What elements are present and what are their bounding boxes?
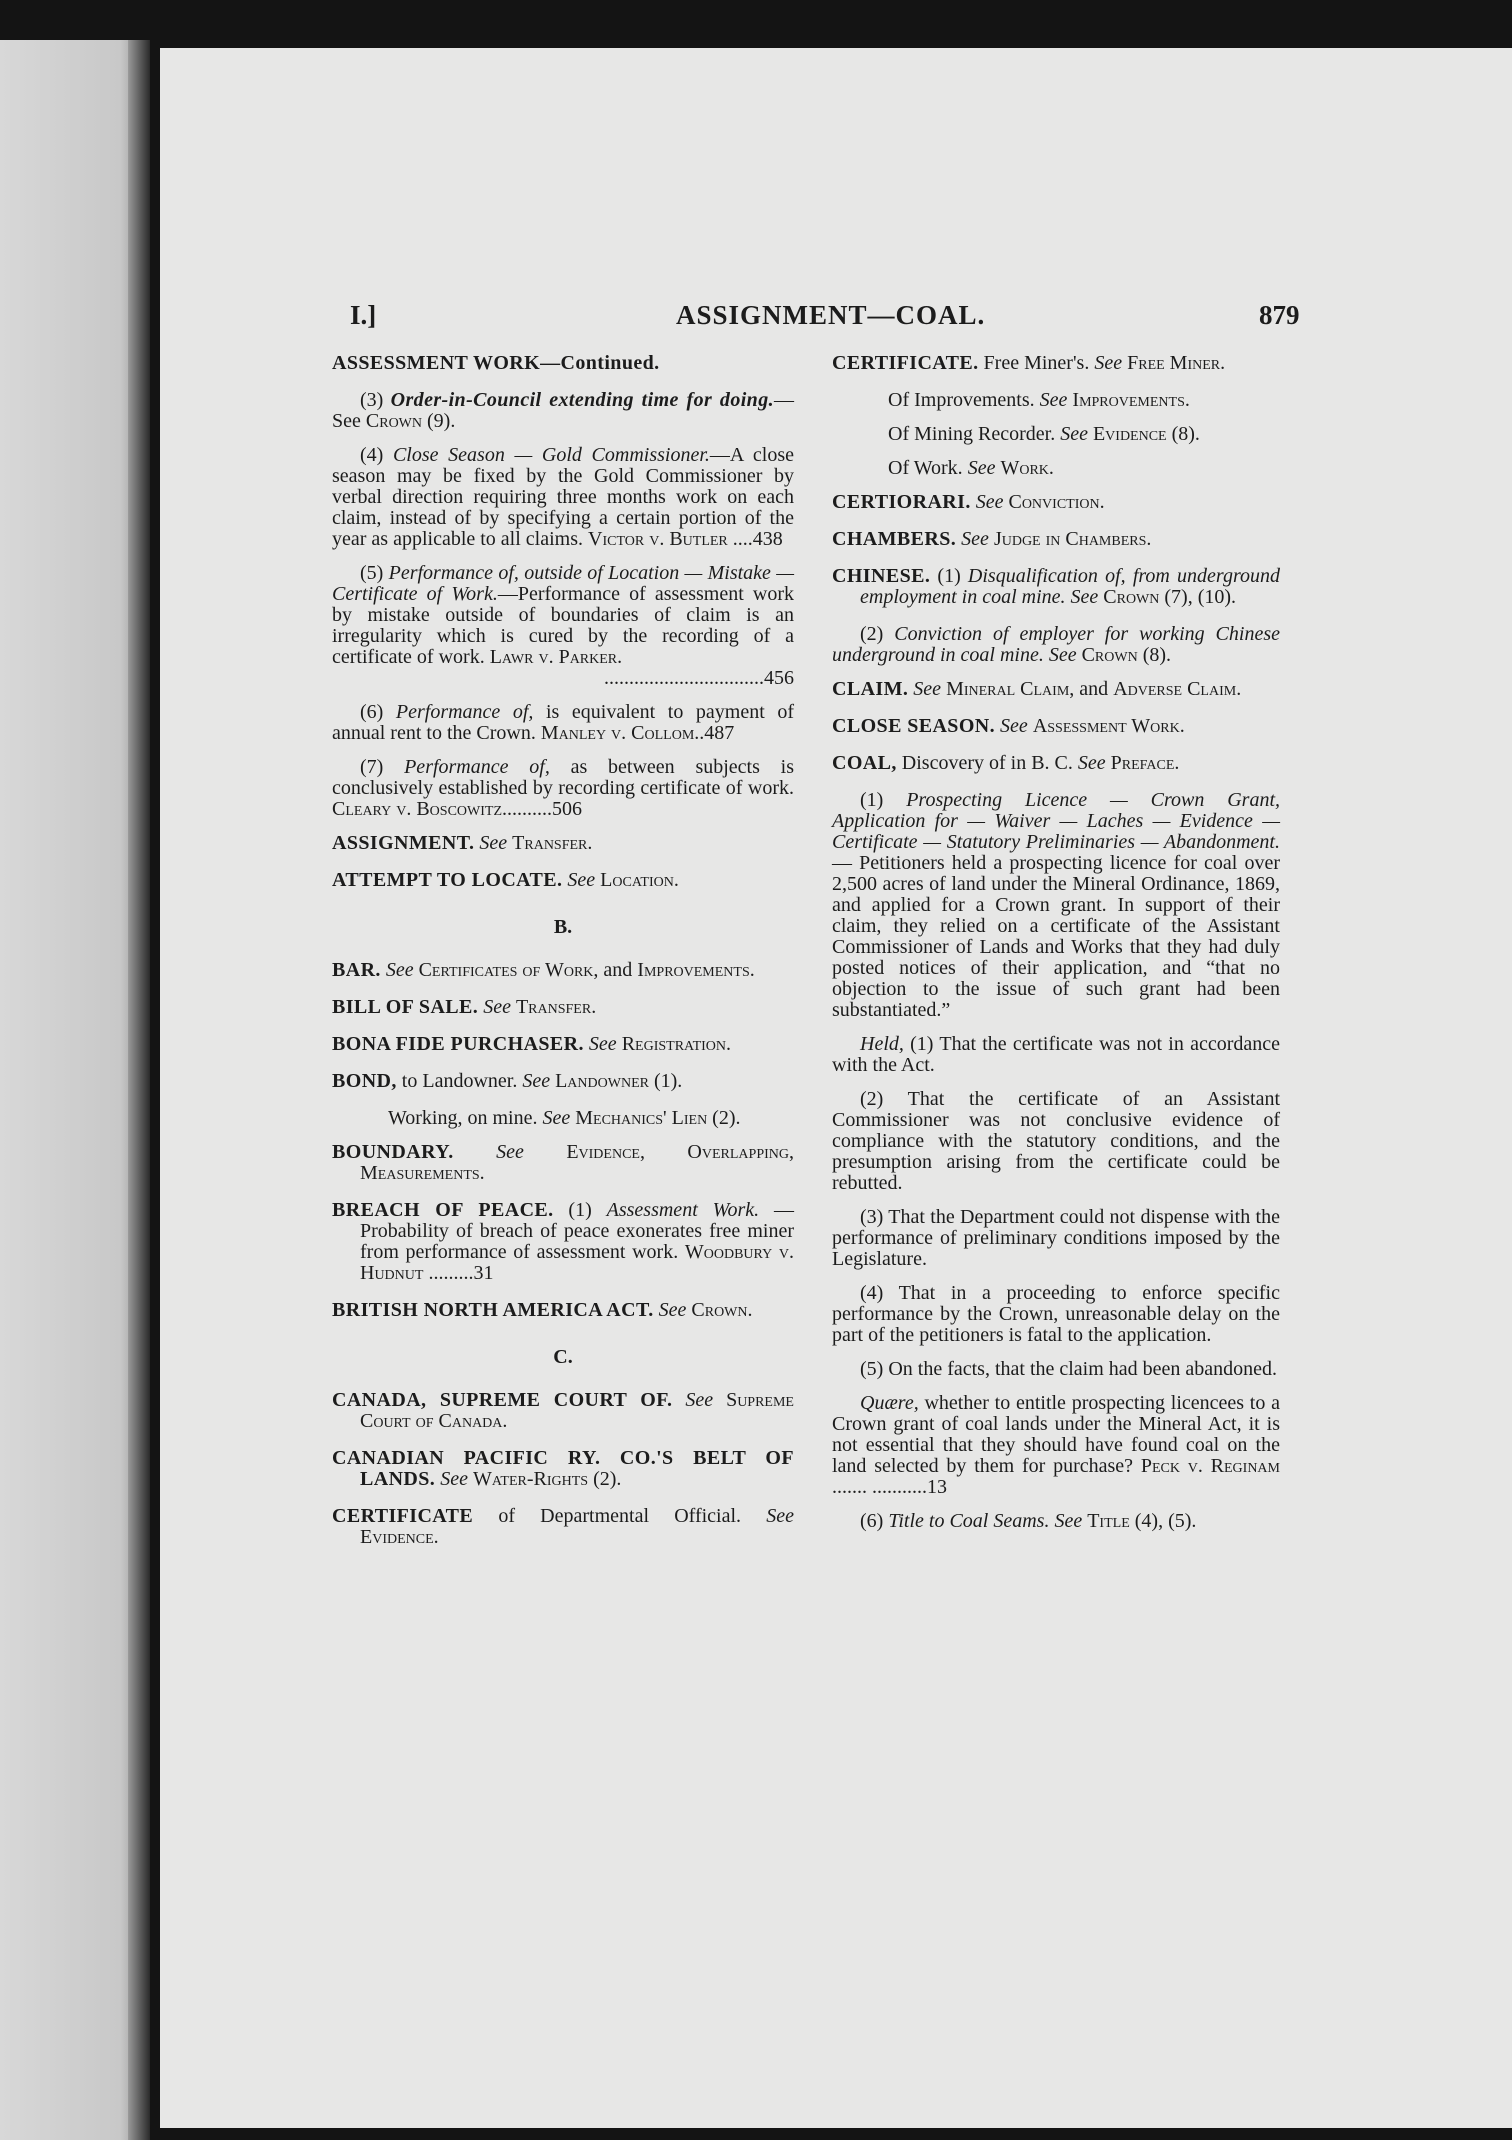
cross-reference: Transfer. xyxy=(512,832,593,854)
subentry-number: (6) xyxy=(360,701,396,723)
page-reference: ....... ...........13 xyxy=(832,1476,947,1498)
conjunction: and xyxy=(1074,678,1114,700)
facing-page-edge xyxy=(0,40,150,2140)
section-letter-b: B. xyxy=(553,916,573,938)
index-entry-bar xyxy=(332,960,794,981)
cross-reference: Location. xyxy=(600,869,679,891)
page-reference: ................................456 xyxy=(604,667,794,689)
subentry-number: (2) xyxy=(860,623,895,645)
index-entry-boundary xyxy=(332,1142,794,1184)
page-reference: .........31 xyxy=(423,1262,494,1284)
see-label: See xyxy=(435,1468,473,1490)
index-entry-close-season xyxy=(832,716,1280,737)
subentry-text: — Petitioners held a prospecting licence for coal over 2,500 acres of land under the Mineral Ordinance, 1869, and applied for a Crown grant. In support of their claim, they relied on a certificate of the Assistant Commissioner of Lands and Works that they had duly posted notices of their application, and “that no objection to the issue of such grant had been substantiated.” xyxy=(832,852,1280,1021)
see-label: See xyxy=(908,678,947,700)
see-label: See xyxy=(1077,752,1111,774)
section-letter-c: C. xyxy=(553,1346,573,1368)
quaere-note xyxy=(832,1393,1280,1498)
holding-text: (1) That the certificate was not in accordance with the Act. xyxy=(832,1033,1280,1076)
case-name: Manley v. Collom xyxy=(540,722,695,744)
page-reference: ..487 xyxy=(694,722,735,744)
index-entry-canada-supreme-court xyxy=(332,1390,794,1432)
cross-reference: Crown (7), (10). xyxy=(1103,586,1237,608)
case-name: Victor v. Butler xyxy=(588,528,728,550)
subentry-coal-6 xyxy=(832,1511,1280,1532)
subentry-bond-working xyxy=(332,1108,794,1129)
entry-heading: CLAIM. xyxy=(832,678,909,700)
entry-heading: CANADA, SUPREME COURT OF. xyxy=(332,1389,673,1411)
running-head-volume: I.] xyxy=(350,300,377,330)
index-column-left xyxy=(332,353,794,1564)
subentry-title: Performance of, outside of Location — Mistake — Certificate of Work. xyxy=(332,562,794,605)
see-label: See xyxy=(1094,352,1128,374)
see-label: See xyxy=(562,869,601,891)
subentry-6 xyxy=(332,702,794,744)
see-label: See xyxy=(967,457,1001,479)
index-column-right xyxy=(832,353,1280,1545)
subentry-certificate-improvements xyxy=(832,390,1280,411)
cross-reference: Mechanics' Lien (2). xyxy=(575,1107,741,1129)
see-label: See xyxy=(1049,1510,1088,1532)
quaere-text: whether to entitle prospecting licencees to a Crown grant of coal lands under the Mineral Act, it is not essential that they should have found coal on the land selected by them for purchase? xyxy=(832,1392,1280,1477)
index-entry-bill-of-sale xyxy=(332,997,794,1018)
quaere-label: Quære, xyxy=(860,1392,919,1414)
subentry-number: (1) xyxy=(553,1199,607,1221)
entry-heading: CHINESE. xyxy=(832,565,931,587)
see-label: See xyxy=(1043,644,1082,666)
index-entry-assignment xyxy=(332,833,794,854)
holding-4: (4) That in a proceeding to enforce specific performance by the Crown, unreasonable delay on the part of the petitioners is fatal to the application. xyxy=(832,1282,1280,1346)
cross-reference: Registration. xyxy=(621,1033,732,1055)
subentry-text: is equivalent to payment of annual rent to the Crown. xyxy=(332,701,794,744)
cross-reference: Evidence. xyxy=(360,1526,439,1548)
see-label: See xyxy=(766,1505,794,1527)
subentry-number: (5) xyxy=(360,562,389,584)
running-head-title: ASSIGNMENT—COAL. xyxy=(676,300,986,330)
subentry-title: Disqualification of, from underground employment in coal mine. xyxy=(860,565,1280,608)
cross-reference: Work. xyxy=(1000,457,1054,479)
page-number: 879 xyxy=(1259,300,1300,330)
index-entry-coal xyxy=(832,753,1280,774)
index-entry-attempt-to-locate xyxy=(332,870,794,891)
entry-text: — Probability of breach of peace exonerates free miner from performance of assessment work. xyxy=(360,1199,795,1263)
entry-heading: ASSIGNMENT. xyxy=(332,832,475,854)
holding-5: (5) On the facts, that the claim had been abandoned. xyxy=(860,1358,1278,1380)
holding-1 xyxy=(832,1034,1280,1076)
see-label: See xyxy=(653,1299,692,1321)
see-label: See xyxy=(453,1141,567,1163)
see-label: See xyxy=(583,1033,622,1055)
subentry-certificate-work xyxy=(832,458,1280,479)
case-name: Peck v. Reginam xyxy=(1140,1455,1280,1477)
cross-reference: Preface. xyxy=(1110,752,1180,774)
conjunction: and xyxy=(598,959,638,981)
entry-heading: BRITISH NORTH AMERICA ACT. xyxy=(332,1299,654,1321)
subentry-title: Conviction of employer for working Chinese underground in coal mine. xyxy=(832,623,1280,666)
entry-text: to Landowner. xyxy=(396,1070,523,1092)
case-name: Woodbury v. Hudnut xyxy=(360,1241,794,1284)
index-entry-certificate xyxy=(832,353,1280,374)
see-label: See xyxy=(478,996,516,1018)
see-label: See xyxy=(1060,423,1093,445)
cross-reference: Judge in Chambers. xyxy=(993,528,1152,550)
cross-reference: Certificates of Work, xyxy=(418,959,599,981)
cross-reference: Mineral Claim, xyxy=(946,678,1075,700)
subentry-number: (1) xyxy=(860,789,907,811)
case-name: Cleary v. Boscowitz xyxy=(332,798,503,820)
cross-reference: Landowner (1). xyxy=(555,1070,683,1092)
entry-heading: BOND, xyxy=(332,1070,397,1092)
cross-reference: Conviction. xyxy=(1008,491,1105,513)
subentry-text: Of Improvements. xyxy=(888,389,1040,411)
page-reference: ..........506 xyxy=(502,798,583,820)
subentry-certificate-mining-recorder xyxy=(832,424,1280,445)
cross-reference: Water-Rights (2). xyxy=(472,1468,622,1490)
entry-heading: ATTEMPT TO LOCATE. xyxy=(332,869,563,891)
cross-reference: Evidence (8). xyxy=(1092,423,1200,445)
cross-reference: Title (4), (5). xyxy=(1087,1510,1197,1532)
subentry-coal-1 xyxy=(832,790,1280,1021)
entry-text: Free Miner's. xyxy=(978,352,1095,374)
entry-heading: CLOSE SEASON. xyxy=(832,715,996,737)
subentry-title: Assessment Work. xyxy=(606,1199,760,1221)
holding-3: (3) That the Department could not dispense with the performance of preliminary conditions imposed by the Legislature. xyxy=(832,1206,1280,1270)
cross-reference: Crown (8). xyxy=(1081,644,1172,666)
see-label: See xyxy=(542,1107,576,1129)
entry-heading: COAL, xyxy=(832,752,897,774)
subentry-number: (6) xyxy=(860,1510,889,1532)
see-label: See xyxy=(672,1389,727,1411)
see-label: —See xyxy=(332,389,795,432)
index-entry-chinese xyxy=(832,566,1280,608)
subentry-number: (1) xyxy=(930,565,968,587)
held-label: Held, xyxy=(860,1033,904,1055)
subentry-text: —Performance of assessment work by mistake outside of boundaries of claim is an irregularity which is cured by the recording of a certificate of work. xyxy=(332,583,795,668)
subentry-title: Performance of, xyxy=(395,701,534,723)
subentry-text: Of Work. xyxy=(888,457,968,479)
cross-reference: Assessment Work. xyxy=(1032,715,1185,737)
see-label: See xyxy=(970,491,1009,513)
cross-reference: Improvements. xyxy=(637,959,755,981)
entry-heading: BONA FIDE PURCHASER. xyxy=(332,1033,584,1055)
cross-reference: Supreme Court of Canada. xyxy=(360,1389,794,1432)
cross-reference: Crown (9). xyxy=(365,410,456,432)
subentry-title: Performance of, xyxy=(404,756,550,778)
subentry-text: as between subjects is conclusively established by recording certificate of work. xyxy=(332,756,794,799)
see-label: See xyxy=(956,528,994,550)
index-entry-certificate-official xyxy=(332,1506,794,1548)
subentry-title: Title to Coal Seams. xyxy=(888,1510,1050,1532)
entry-heading: CERTIFICATE xyxy=(332,1505,474,1527)
entry-heading: CHAMBERS. xyxy=(832,528,957,550)
index-entry-claim xyxy=(832,679,1280,700)
index-entry-breach-of-peace xyxy=(332,1200,794,1284)
subentry-title: Prospecting Licence — Crown Grant, Application for — Waiver — Laches — Evidence — Certificate — Statutory Preliminaries — Abandonment. xyxy=(832,789,1280,853)
entry-heading: BILL OF SALE. xyxy=(332,996,479,1018)
cross-reference: Crown. xyxy=(691,1299,753,1321)
entry-heading: BREACH OF PEACE. xyxy=(332,1199,554,1221)
subentry-3 xyxy=(332,390,794,432)
index-entry-chambers xyxy=(832,529,1280,550)
entry-heading: BAR. xyxy=(332,959,381,981)
subentry-number: (3) xyxy=(360,389,391,411)
subentry-7 xyxy=(332,757,794,820)
see-label: See xyxy=(522,1070,556,1092)
index-entry-canadian-pacific-ry xyxy=(332,1448,794,1490)
entry-heading: CERTIORARI. xyxy=(832,491,971,513)
entry-text: of Departmental Official. xyxy=(473,1505,767,1527)
cross-reference: Evidence, Overlapping, Measurements. xyxy=(360,1141,794,1184)
index-entry-bond xyxy=(332,1071,794,1092)
entry-heading: BOUNDARY. xyxy=(332,1141,454,1163)
subentry-text: Working, on mine. xyxy=(388,1107,543,1129)
see-label: See xyxy=(1065,586,1104,608)
entry-heading: CERTIFICATE. xyxy=(832,352,979,374)
page-reference: ....438 xyxy=(727,528,783,550)
index-entry-certiorari xyxy=(832,492,1280,513)
index-entry-bona-fide-purchaser xyxy=(332,1034,794,1055)
subentry-title: Close Season — Gold Commissioner. xyxy=(392,444,710,466)
cross-reference: Adverse Claim. xyxy=(1113,678,1242,700)
see-label: See xyxy=(1039,389,1073,411)
case-name: Lawr v. Parker. xyxy=(489,646,623,668)
cross-reference: Improvements. xyxy=(1072,389,1190,411)
subentry-text: —A close season may be fixed by the Gold Commissioner by verbal direction requiring three months work on each claim, instead of by specifying a certain portion of the year as applicable to all claims. xyxy=(332,444,794,550)
holding-2: (2) That the certificate of an Assistant Commissioner was not conclusive evidence of compliance with the statutory conditions, and the presumption arising from the certificate could be rebutted. xyxy=(832,1088,1280,1194)
cross-reference: Transfer. xyxy=(515,996,597,1018)
see-label: See xyxy=(995,715,1033,737)
subentry-chinese-2 xyxy=(832,624,1280,666)
see-label: See xyxy=(474,832,513,854)
cross-reference: Free Miner. xyxy=(1127,352,1226,374)
subentry-5 xyxy=(332,563,794,689)
index-entry-british-north-america-act xyxy=(332,1300,794,1321)
subentry-title: Order-in-Council extending time for doing. xyxy=(390,389,775,411)
entry-heading: CANADIAN PACIFIC RY. CO.'S BELT OF LANDS. xyxy=(332,1447,794,1490)
subentry-number: (4) xyxy=(360,444,393,466)
index-entry-assessment-work xyxy=(332,353,794,374)
subentry-4 xyxy=(332,445,794,550)
entry-text: Discovery of in B. C. xyxy=(896,752,1078,774)
entry-heading: ASSESSMENT WORK—Continued. xyxy=(332,352,660,374)
subentry-text: Of Mining Recorder. xyxy=(888,423,1061,445)
subentry-number: (7) xyxy=(360,756,405,778)
see-label: See xyxy=(380,959,419,981)
